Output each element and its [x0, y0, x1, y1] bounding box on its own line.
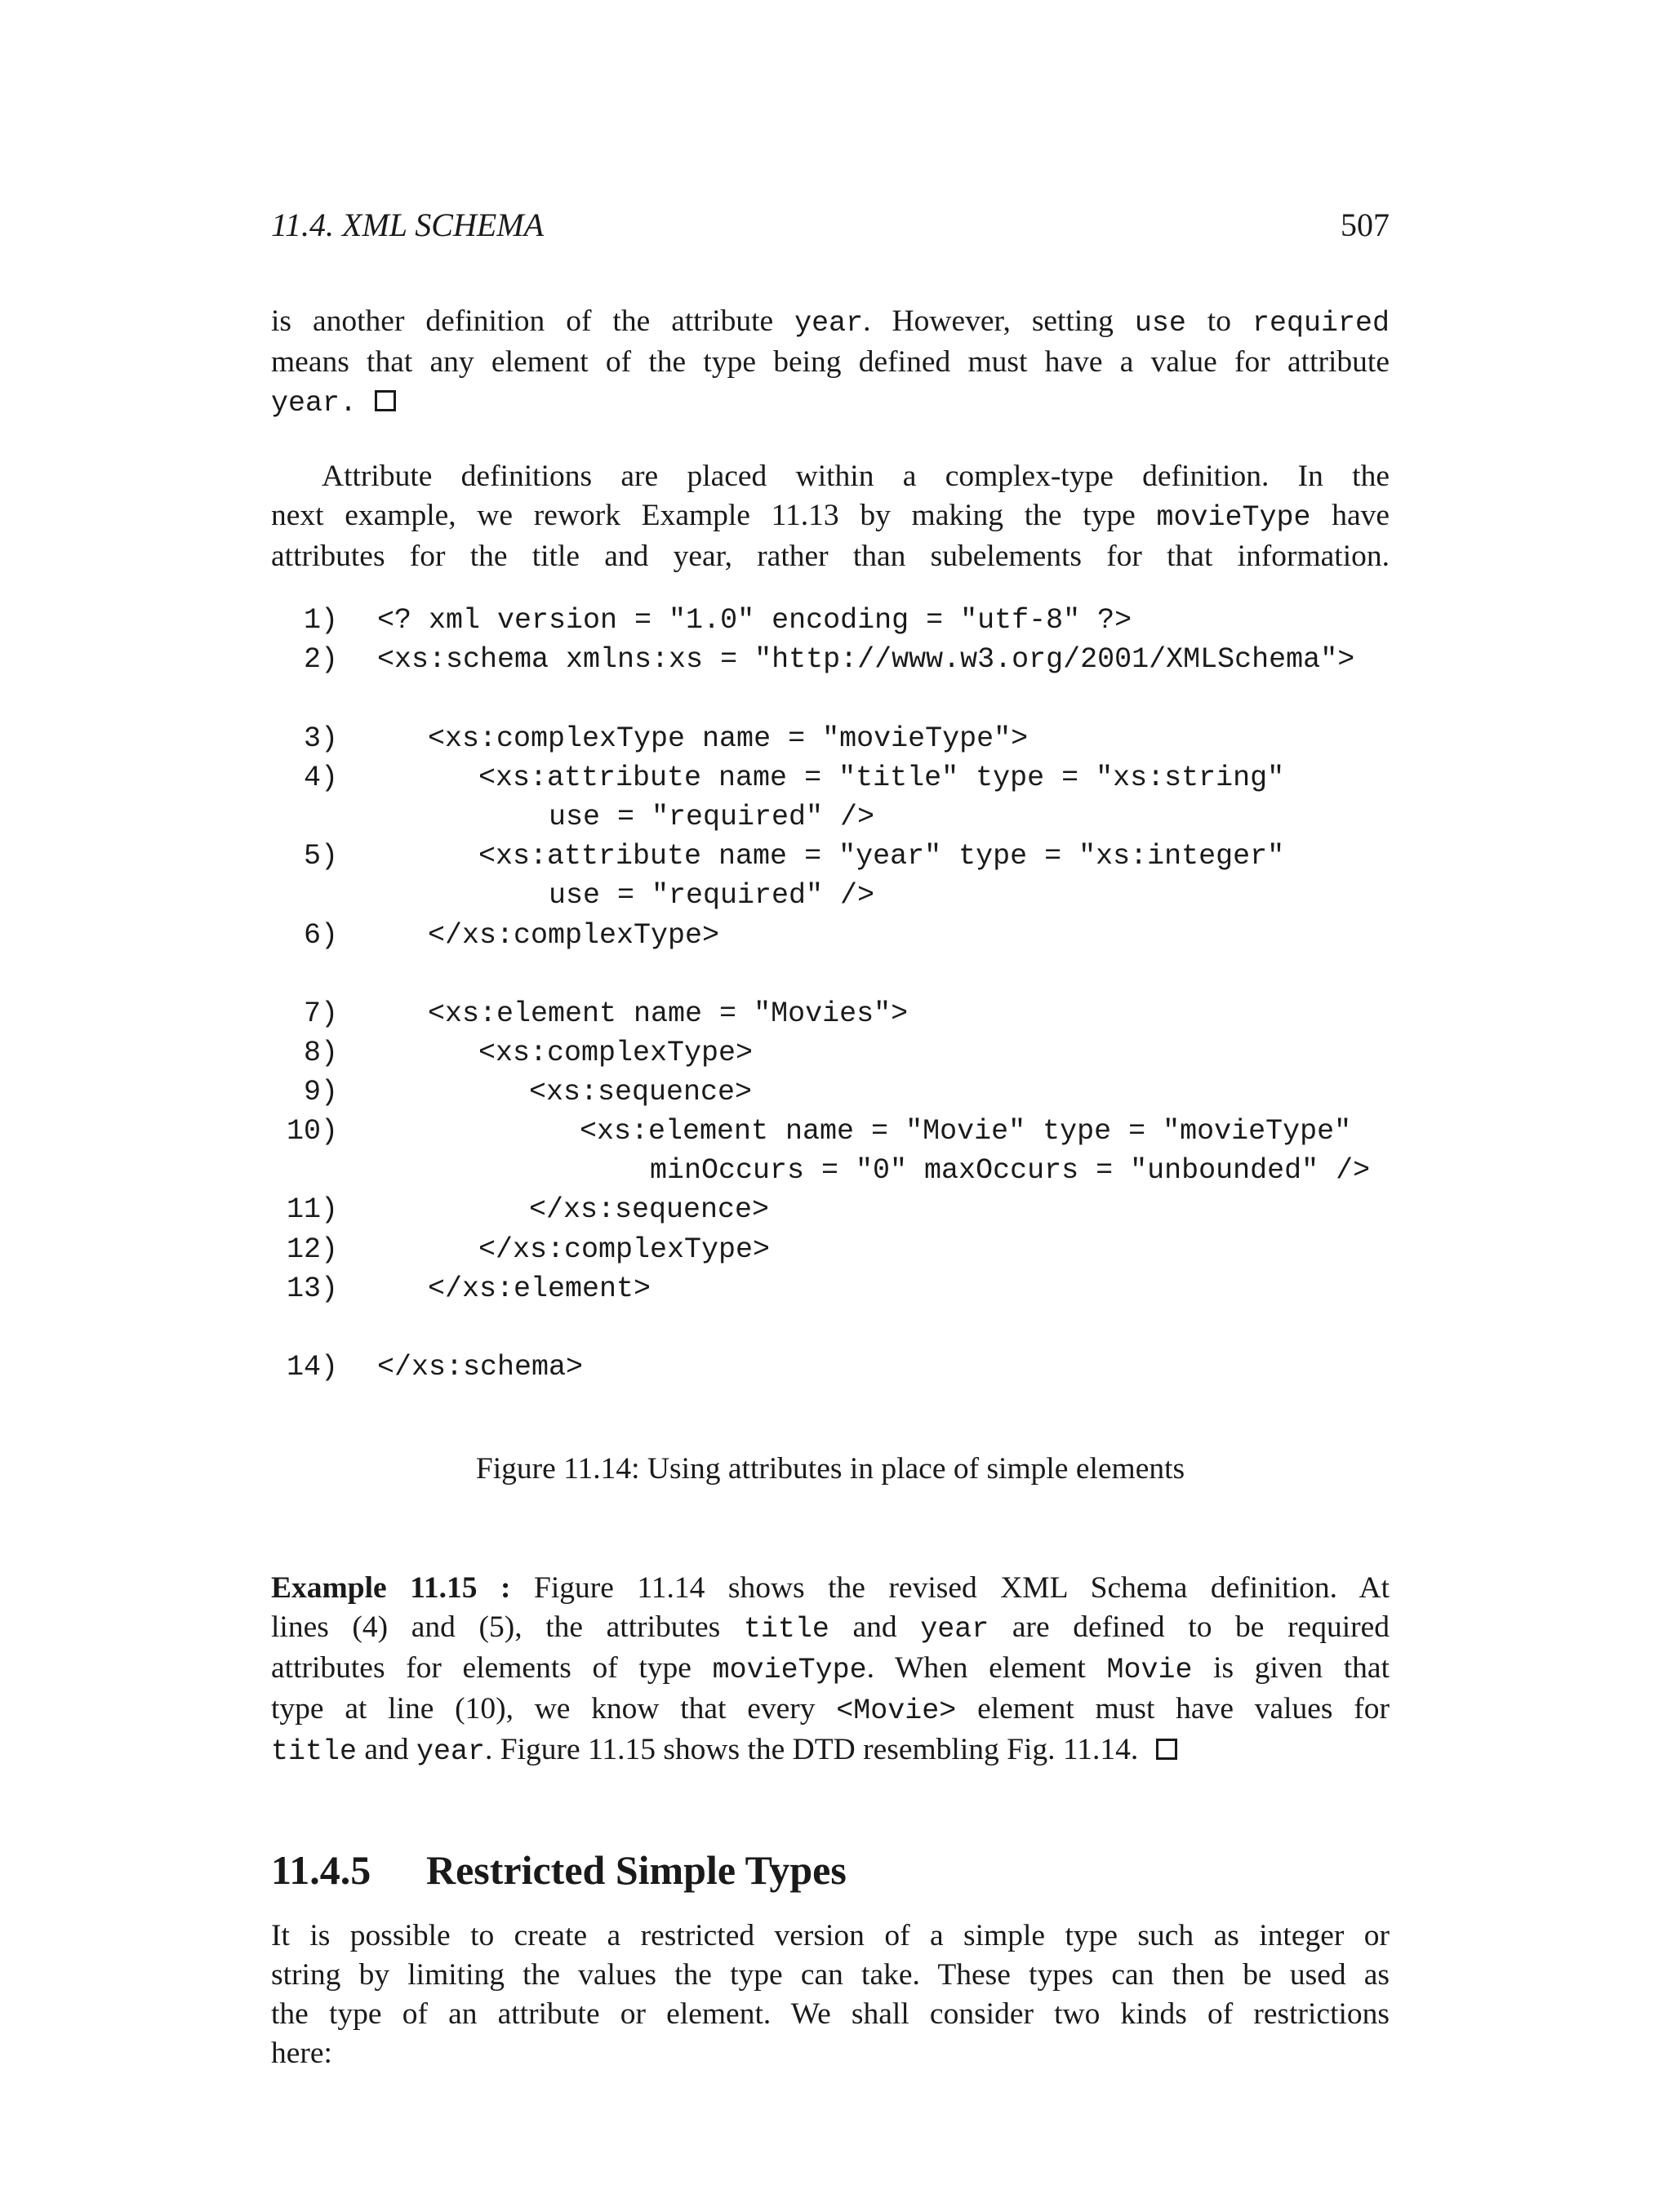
text-line: is another definition of the attribute year. However, setting use to required	[271, 304, 1390, 340]
running-head	[271, 206, 1390, 255]
paragraph-attributes	[271, 457, 1390, 576]
code-text: </xs:schema>	[377, 1351, 584, 1384]
line-number: 9)	[303, 1076, 338, 1108]
text-line: here:	[271, 2037, 332, 2070]
line-number: 14)	[286, 1351, 338, 1384]
code-text: minOccurs = "0" maxOccurs = "unbounded" />	[650, 1154, 1371, 1187]
end-of-proof-icon	[375, 390, 396, 411]
code-text: <xs:schema xmlns:xs = "http://www.w3.org/2001/XMLSchema">	[377, 643, 1355, 676]
line-number: 11)	[286, 1193, 338, 1226]
line-number: 4)	[303, 762, 338, 794]
code-text: <xs:element name = "Movies">	[428, 997, 909, 1030]
code-text: <xs:sequence>	[529, 1076, 753, 1108]
section-heading-title: Restricted Simple Types	[426, 1847, 847, 1893]
text-line: the type of an attribute or element. We shall consider two kinds of restrictions	[271, 1997, 1390, 2031]
line-number: 3)	[303, 722, 338, 755]
text-line: title and year. Figure 11.15 shows the DTD resembling Fig. 11.14.	[271, 1730, 1390, 1771]
code-text: </xs:sequence>	[529, 1193, 770, 1226]
text-line: It is possible to create a restricted version of a simple type such as integer or	[271, 1919, 1390, 1952]
line-number: 6)	[303, 919, 338, 952]
line-number: 7)	[303, 997, 338, 1030]
example-label: Example 11.15 :	[271, 1571, 511, 1605]
example-paragraph	[271, 1569, 1390, 1771]
line-number: 10)	[286, 1115, 338, 1148]
code-text: <xs:attribute name = "title" type = "xs:string"	[478, 762, 1285, 794]
line-number: 13)	[286, 1273, 338, 1305]
line-number: 8)	[303, 1037, 338, 1069]
text-line: Example 11.15 : Figure 11.14 shows the revised XML Schema definition. At	[271, 1571, 1390, 1605]
text-line: lines (4) and (5), the attributes title and year are defined to be required	[271, 1610, 1390, 1646]
text-line: means that any element of the type being defined must have a value for attribute	[271, 345, 1390, 379]
section-title: 11.4. XML SCHEMA	[271, 207, 545, 243]
code-text: <xs:complexType>	[478, 1037, 754, 1069]
figure-caption: Figure 11.14: Using attributes in place of simple elements	[475, 1452, 1185, 1486]
line-number: 2)	[303, 643, 338, 676]
code-text: use = "required" />	[549, 801, 875, 833]
code-text: use = "required" />	[549, 879, 875, 912]
text-line: next example, we rework Example 11.13 by making the type movieType have	[271, 499, 1390, 534]
code-text: </xs:complexType>	[428, 919, 720, 952]
page-number: 507	[1341, 207, 1390, 243]
code-text: </xs:element>	[428, 1273, 651, 1305]
paragraph-restrictions	[271, 1917, 1390, 2073]
code-listing	[271, 604, 1414, 1420]
text-line: type at line (10), we know that every <Movie> element must have values for	[271, 1692, 1390, 1727]
code-text: <? xml version = "1.0" encoding = "utf-8" ?>	[377, 604, 1132, 637]
line-number: 5)	[303, 840, 338, 873]
text-line: attributes for elements of type movieType. When element Movie is given that	[271, 1651, 1390, 1686]
section-heading	[271, 1846, 847, 1894]
text-line: Attribute definitions are placed within a complex-type definition. In the	[322, 460, 1390, 493]
text-line: string by limiting the values the type can take. These types can then be used as	[271, 1958, 1390, 1992]
end-of-proof-icon	[1156, 1739, 1177, 1760]
code-text: <xs:element name = "Movie" type = "movieType"	[580, 1115, 1352, 1148]
code-text: <xs:complexType name = "movieType">	[428, 722, 1029, 755]
code-text: <xs:attribute name = "year" type = "xs:integer"	[478, 840, 1285, 873]
text-line: year.	[271, 382, 1390, 423]
line-number: 12)	[286, 1233, 338, 1266]
paragraph-intro	[271, 302, 1390, 423]
line-number: 1)	[303, 604, 338, 637]
section-number: 11.4.5	[271, 1847, 371, 1893]
code-text: </xs:complexType>	[478, 1233, 771, 1266]
text-line: attributes for the title and year, rather than subelements for that information.	[271, 540, 1390, 573]
